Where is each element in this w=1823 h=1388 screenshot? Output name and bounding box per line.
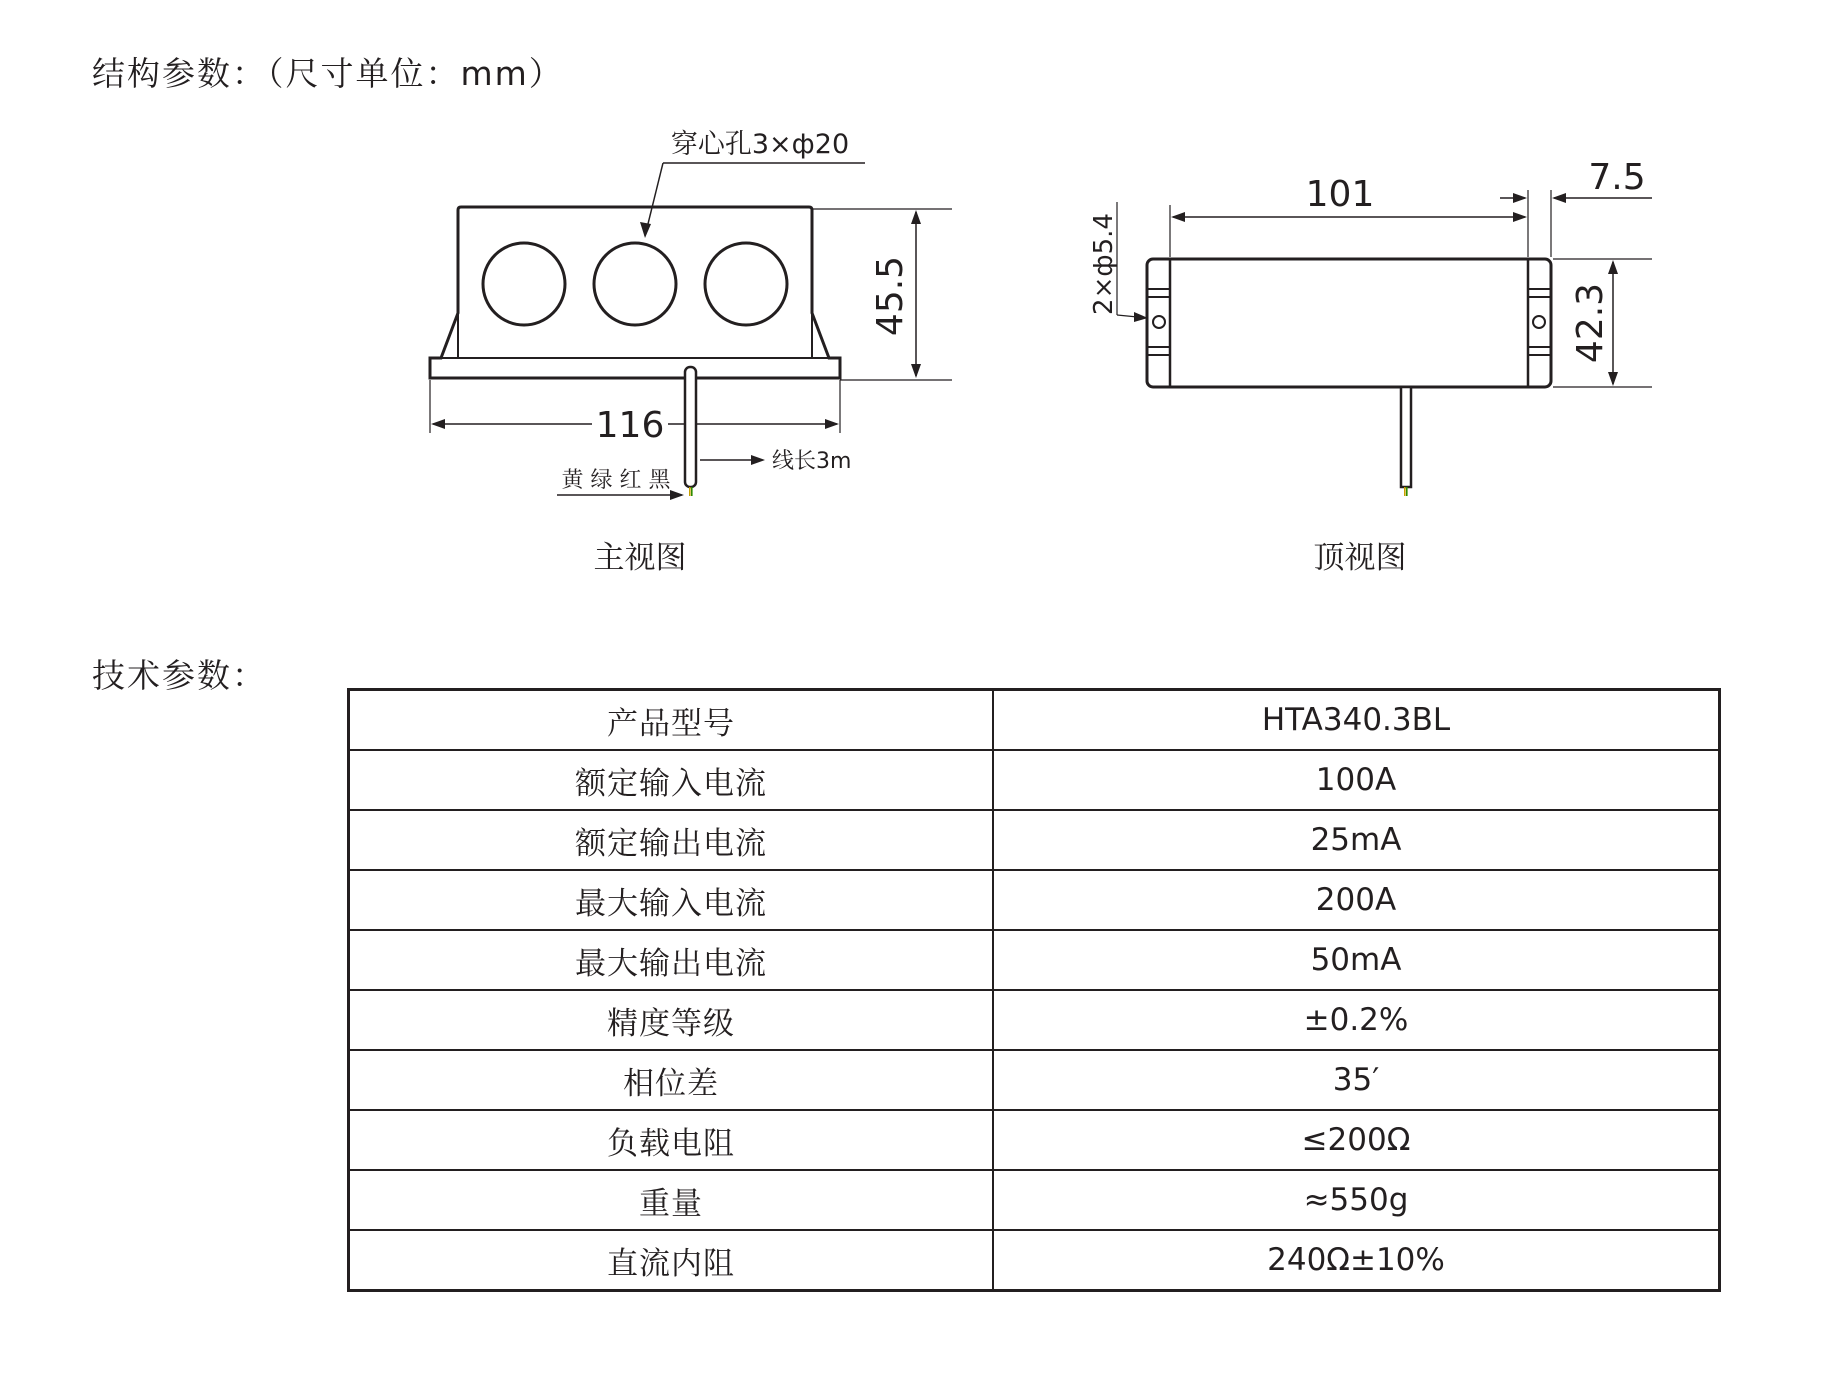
spec-param: 产品型号 xyxy=(349,690,994,751)
table-row xyxy=(349,870,1720,930)
spec-param: 负载电阻 xyxy=(349,1110,994,1170)
table-row xyxy=(349,930,1720,990)
wire-tips xyxy=(689,487,1408,496)
spec-param: 精度等级 xyxy=(349,990,994,1050)
table-row xyxy=(349,690,1720,751)
spec-value: ±0.2% xyxy=(993,990,1720,1050)
wire-colors-label: 黄 绿 红 黑 xyxy=(561,468,671,493)
structure-section-title: 结构参数：（尺寸单位：mm） xyxy=(92,54,564,93)
spec-value: 240Ω±10% xyxy=(993,1230,1720,1291)
table-row xyxy=(349,1230,1720,1291)
spec-param: 直流内阻 xyxy=(349,1230,994,1291)
spec-value: 35′ xyxy=(993,1050,1720,1110)
spec-param: 最大输出电流 xyxy=(349,930,994,990)
front-cable xyxy=(685,367,696,487)
table-row xyxy=(349,1170,1720,1230)
table-row xyxy=(349,990,1720,1050)
spec-value: 200A xyxy=(993,870,1720,930)
through-hole-2 xyxy=(594,243,676,325)
through-hole-label: 穿心孔3×ф20 xyxy=(670,129,850,160)
spec-value: 25mA xyxy=(993,810,1720,870)
spec-value: 100A xyxy=(993,750,1720,810)
spec-param: 相位差 xyxy=(349,1050,994,1110)
table-row xyxy=(349,1110,1720,1170)
front-height-dimension: 45.5 xyxy=(870,255,911,337)
front-view-caption: 主视图 xyxy=(593,540,687,576)
top-cable xyxy=(1401,387,1411,487)
top-width-dimension: 101 xyxy=(1305,174,1375,215)
dimension-drawing xyxy=(0,0,1823,640)
table-row xyxy=(349,1050,1720,1110)
mount-hole-left xyxy=(1153,316,1165,328)
table-row xyxy=(349,750,1720,810)
mount-hole-right xyxy=(1533,316,1545,328)
top-view-caption: 顶视图 xyxy=(1313,540,1407,576)
spec-value: ≈550g xyxy=(993,1170,1720,1230)
spec-value: 50mA xyxy=(993,930,1720,990)
spec-param: 额定输入电流 xyxy=(349,750,994,810)
spec-value: ≤200Ω xyxy=(993,1110,1720,1170)
front-width-dimension: 116 xyxy=(595,405,665,446)
tech-section-title: 技术参数： xyxy=(92,656,267,695)
spec-param: 重量 xyxy=(349,1170,994,1230)
through-hole-3 xyxy=(705,243,787,325)
spec-table xyxy=(347,688,1721,1292)
wire-length-label: 线长3m xyxy=(772,449,852,474)
top-offset-dimension: 7.5 xyxy=(1588,157,1646,198)
spec-param: 额定输出电流 xyxy=(349,810,994,870)
spec-param: 最大输入电流 xyxy=(349,870,994,930)
mount-holes-label: 2×ф5.4 xyxy=(1089,213,1119,315)
top-depth-dimension: 42.3 xyxy=(1570,282,1611,364)
through-hole-1 xyxy=(483,243,565,325)
spec-value: HTA340.3BL xyxy=(993,690,1720,751)
table-row xyxy=(349,810,1720,870)
